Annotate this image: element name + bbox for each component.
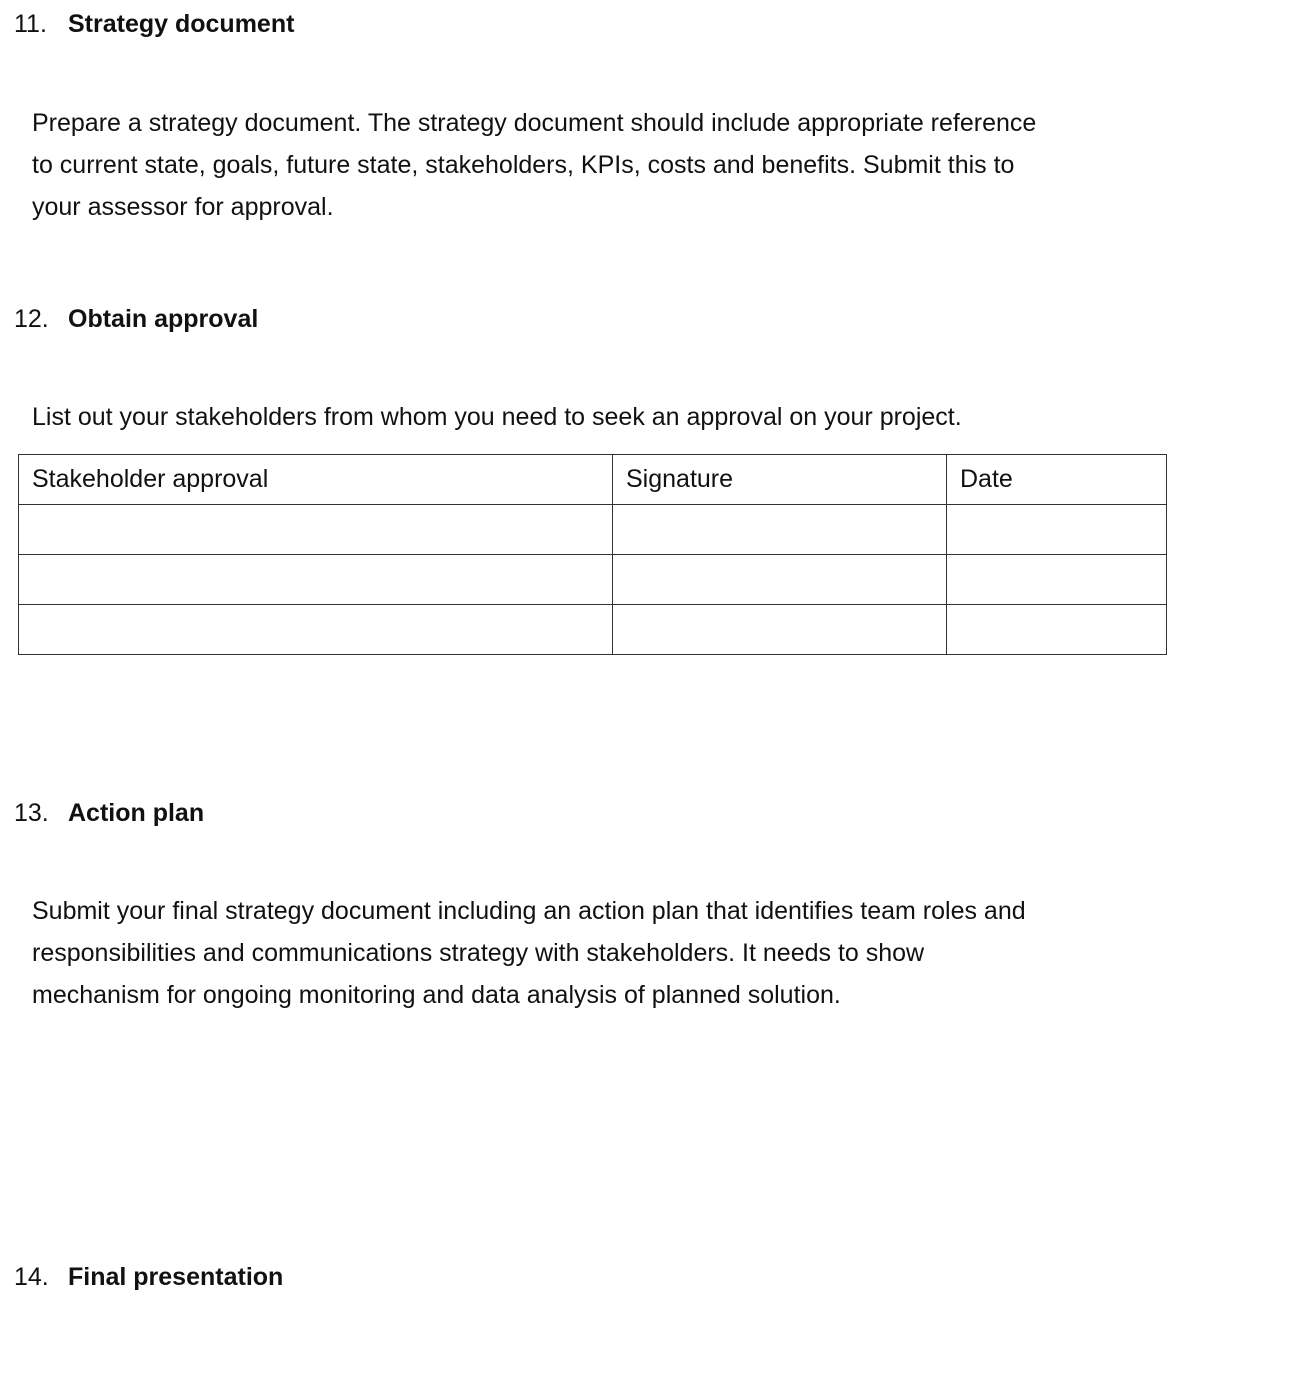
section-12-heading [14,304,258,334]
signature-cell[interactable] [613,605,947,655]
section-13-heading [14,798,204,828]
section-title: Final presentation [68,1263,284,1291]
header-stakeholder-approval: Stakeholder approval [19,455,613,505]
section-number: 13. [14,799,49,827]
section-11-heading [14,9,294,39]
section-title: Obtain approval [68,305,259,333]
stakeholder-cell[interactable] [19,505,613,555]
section-title: Strategy document [68,10,295,38]
table-row [19,605,1167,655]
body-line: Prepare a strategy document. The strategy document should include appropriate reference [32,109,1037,137]
stakeholder-approval-table [18,454,1167,655]
section-number: 11. [14,10,47,38]
section-number: 14. [14,1263,49,1291]
table-header-row [19,455,1167,505]
signature-cell[interactable] [613,505,947,555]
section-title: Action plan [68,799,205,827]
signature-cell[interactable] [613,555,947,605]
date-cell[interactable] [947,605,1167,655]
body-line: your assessor for approval. [32,193,334,221]
header-signature: Signature [613,455,947,505]
section-13-body [32,890,1152,1016]
body-line: Submit your final strategy document including an action plan that identifies team roles and [32,897,1026,925]
body-line: responsibilities and communications strategy with stakeholders. It needs to show [32,939,925,967]
date-cell[interactable] [947,555,1167,605]
section-11-body [32,102,1152,228]
header-date: Date [947,455,1167,505]
section-number: 12. [14,305,49,333]
stakeholder-cell[interactable] [19,555,613,605]
section-12-body [32,396,1152,438]
body-line: mechanism for ongoing monitoring and data analysis of planned solution. [32,981,841,1009]
stakeholder-cell[interactable] [19,605,613,655]
table-row [19,505,1167,555]
table-row [19,555,1167,605]
body-line: to current state, goals, future state, stakeholders, KPIs, costs and benefits. Submit this to [32,151,1015,179]
date-cell[interactable] [947,505,1167,555]
body-line: List out your stakeholders from whom you need to seek an approval on your project. [32,403,962,431]
section-14-heading [14,1262,283,1292]
